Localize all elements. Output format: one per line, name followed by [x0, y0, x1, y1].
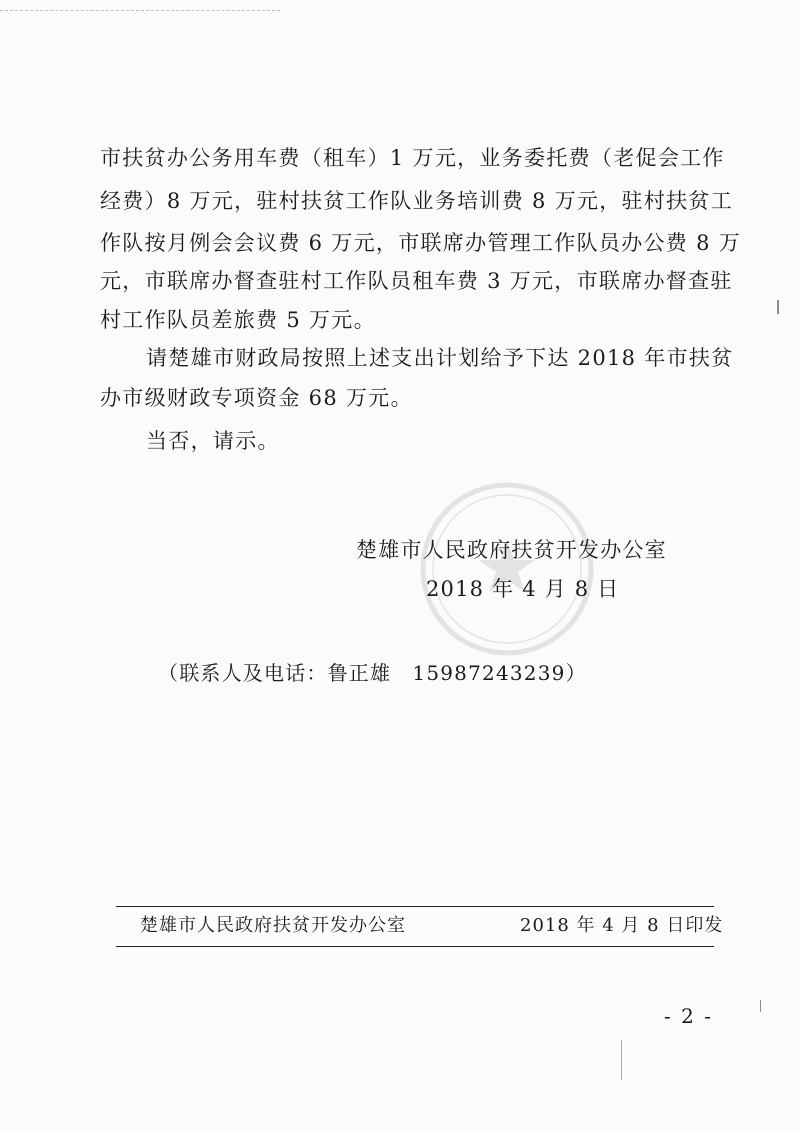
body-line-4: 元，市联席办督查驻村工作队员租车费 3 万元，市联席办督查驻 — [100, 269, 733, 293]
footer-rule-bottom — [116, 946, 714, 947]
margin-mark — [760, 1000, 761, 1012]
official-seal — [418, 480, 596, 658]
signature-org: 楚雄市人民政府扶贫开发办公室 — [356, 538, 667, 562]
scan-edge — [0, 10, 280, 12]
footer-print-date: 2018 年 4 月 8 日印发 — [520, 915, 724, 936]
margin-mark — [777, 300, 779, 314]
body-line-8: 当否，请示。 — [146, 429, 280, 453]
footer-rule-top — [116, 906, 714, 907]
margin-mark — [621, 1040, 622, 1080]
body-line-6: 请楚雄市财政局按照上述支出计划给予下达 2018 年市扶贫 — [146, 346, 734, 370]
signature-date: 2018 年 4 月 8 日 — [426, 577, 620, 601]
body-line-3: 作队按月例会会议费 6 万元，市联席办管理工作队员办公费 8 万 — [100, 231, 742, 255]
page-number: - 2 - — [664, 1004, 713, 1028]
body-line-2: 经费）8 万元，驻村扶贫工作队业务培训费 8 万元，驻村扶贫工 — [100, 189, 734, 213]
contact-info: （联系人及电话：鲁正雄 15987243239） — [158, 661, 587, 685]
body-line-1: 市扶贫办公务用车费（租车）1 万元，业务委托费（老促会工作 — [100, 146, 725, 170]
body-line-5: 村工作队员差旅费 5 万元。 — [100, 308, 376, 332]
footer-org: 楚雄市人民政府扶贫开发办公室 — [140, 915, 406, 936]
body-line-7: 办市级财政专项资金 68 万元。 — [100, 386, 413, 410]
